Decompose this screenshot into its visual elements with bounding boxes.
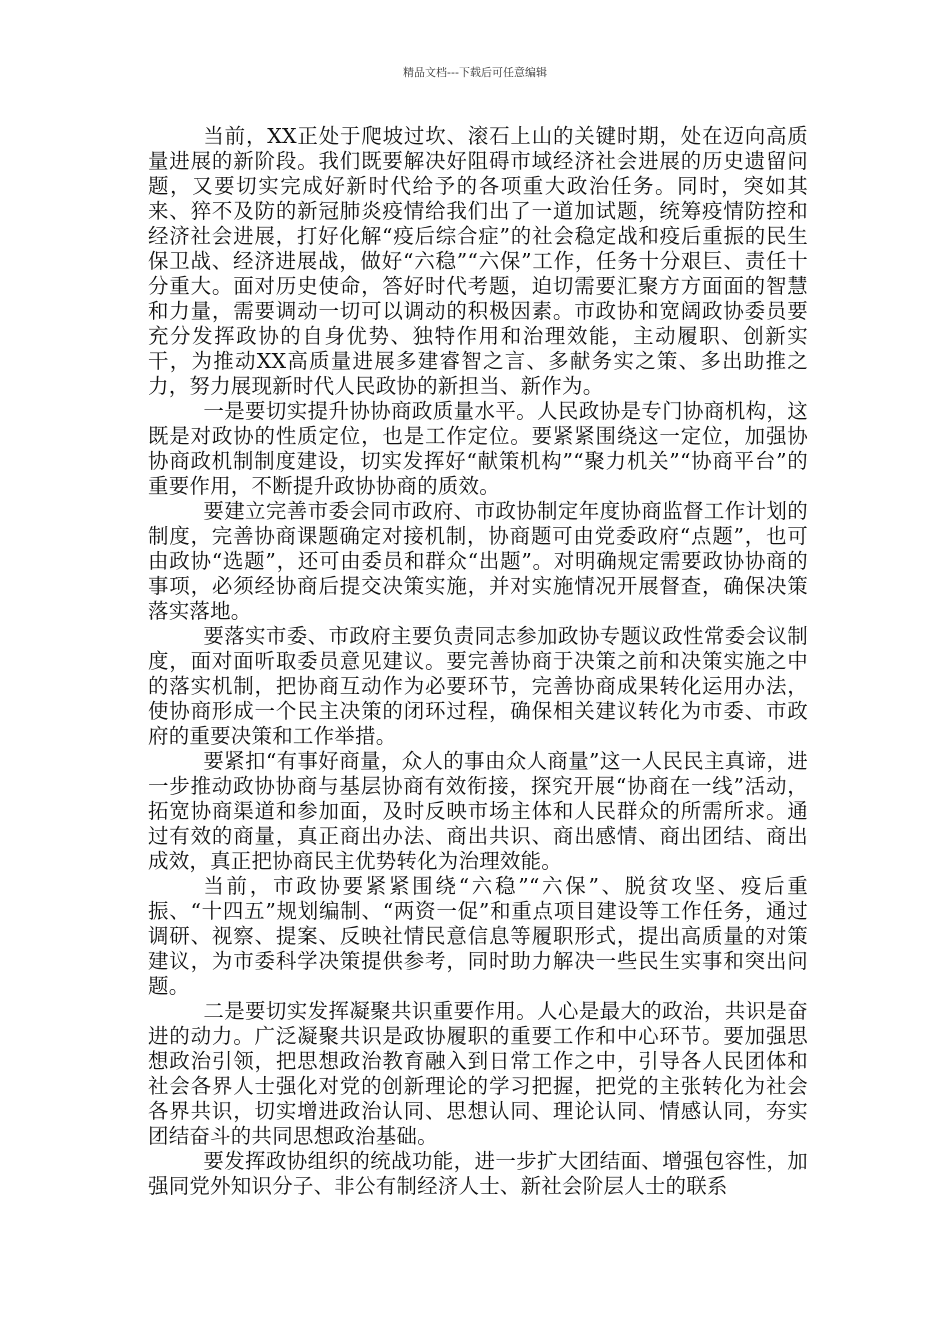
paragraph: 当前，市政协要紧紧围绕“六稳”“六保”、脱贫攻坚、疫后重振、“十四五”规划编制、“两资一促”和重点项目建设等工作任务，通过调研、视察、提案、反映社情民意信息等履职形式，提出高质量的对策建议，为市委科学决策提供参考，同时助力解决一些民生实事和突出问题。 xyxy=(148,874,808,998)
paragraph: 要建立完善市委会同市政府、市政协制定年度协商监督工作计划的制度，完善协商课题确定对接机制，协商题可由党委政府“点题”，也可由政协“选题”，还可由委员和群众“出题”。对明确规定需要政协协商的事项，必须经协商后提交决策实施，并对实施情况开展督查，确保决策落实落地。 xyxy=(148,499,808,623)
paragraph: 二是要切实发挥凝聚共识重要作用。人心是最大的政治，共识是奋进的动力。广泛凝聚共识是政协履职的重要工作和中心环节。要加强思想政治引领，把思想政治教育融入到日常工作之中，引导各人民团体和社会各界人士强化对党的创新理论的学习把握，把党的主张转化为社会各界共识，切实增进政治认同、思想认同、理论认同、情感认同，夯实团结奋斗的共同思想政治基础。 xyxy=(148,999,808,1148)
document-body xyxy=(148,124,808,1199)
page-header: 精品文档---下载后可任意编辑 xyxy=(403,66,547,79)
paragraph: 当前，XX正处于爬坡过坎、滚石上山的关键时期，处在迈向高质量进展的新阶段。我们既要解决好阻碍市域经济社会进展的历史遗留问题，又要切实完成好新时代给予的各项重大政治任务。同时，突如其来、猝不及防的新冠肺炎疫情给我们出了一道加试题，统筹疫情防控和经济社会进展，打好化解“疫后综合症”的社会稳定战和疫后重振的民生保卫战、经济进展战，做好“六稳”“六保”工作，任务十分艰巨、责任十分重大。面对历史使命，答好时代考题，迫切需要汇聚方方面面的智慧和力量，需要调动一切可以调动的积极因素。市政协和宽阔政协委员要充分发挥政协的自身优势、独特作用和治理效能，主动履职、创新实干，为推动XX高质量进展多建睿智之言、多献务实之策、多出助推之力，努力展现新时代人民政协的新担当、新作为。 xyxy=(148,124,808,398)
paragraph: 一是要切实提升协协商政质量水平。人民政协是专门协商机构，这既是对政协的性质定位，也是工作定位。要紧紧围绕这一定位，加强协协商政机制制度建设，切实发挥好“献策机构”“聚力机关”“协商平台”的重要作用，不断提升政协协商的质效。 xyxy=(148,399,808,498)
paragraph: 要发挥政协组织的统战功能，进一步扩大团结面、增强包容性，加强同党外知识分子、非公有制经济人士、新社会阶层人士的联系 xyxy=(148,1149,808,1198)
paragraph: 要紧扣“有事好商量，众人的事由众人商量”这一人民民主真谛，进一步推动政协协商与基层协商有效衔接，探究开展“协商在一线”活动，拓宽协商渠道和参加面，及时反映市场主体和人民群众的所需所求。通过有效的商量，真正商出办法、商出共识、商出感情、商出团结、商出成效，真正把协商民主优势转化为治理效能。 xyxy=(148,749,808,873)
paragraph: 要落实市委、市政府主要负责同志参加政协专题议政性常委会议制度，面对面听取委员意见建议。要完善协商于决策之前和决策实施之中的落实机制，把协商互动作为必要环节，完善协商成果转化运用办法，使协商形成一个民主决策的闭环过程，确保相关建议转化为市委、市政府的重要决策和工作举措。 xyxy=(148,624,808,748)
